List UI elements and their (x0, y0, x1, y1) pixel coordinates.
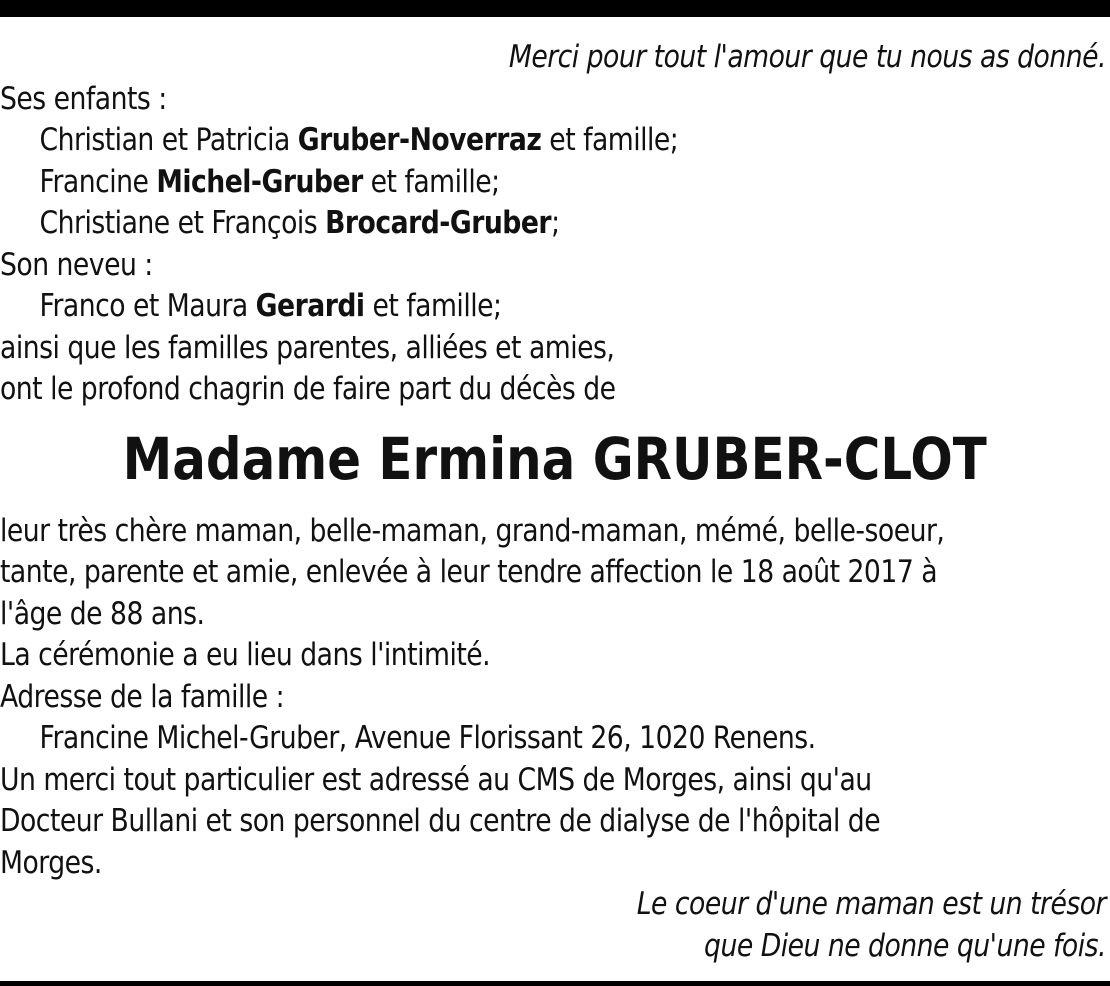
child-given-names: Francine (39, 163, 157, 200)
opening-quote: Merci pour tout l'amour que tu nous as donné. (508, 39, 1106, 75)
ceremony-line: La cérémonie a eu lieu dans l'intimité. (0, 637, 491, 673)
thanks-line: Morges. (0, 844, 102, 881)
obituary-notice (0, 37, 1109, 967)
announcement-line: ont le profond chagrin de faire part du décès de (0, 371, 616, 407)
nephew-heading: Son neveu : (0, 246, 153, 283)
bottom-border-rule (0, 981, 1110, 986)
child-surname: Michel-Gruber (156, 163, 363, 200)
description-line: tante, parente et amie, enlevée à leur tendre affection le 18 août 2017 à (0, 554, 938, 590)
description-line: l'âge de 88 ans. (0, 595, 205, 632)
child-suffix: et famille; (541, 122, 679, 158)
nephew-entry (0, 286, 1109, 328)
child-surname: Gruber-Noverraz (297, 122, 542, 158)
description-line: leur très chère maman, belle-maman, grand-maman, mémé, belle-soeur, (0, 512, 945, 549)
children-heading: Ses enfants : (0, 80, 167, 117)
address-heading: Adresse de la famille : (0, 678, 285, 715)
nephew-surname: Gerardi (255, 288, 365, 324)
child-entry (0, 162, 1109, 204)
child-entry (0, 203, 1109, 245)
deceased-name: Madame Ermina GRUBER-CLOT (122, 424, 987, 493)
thanks-line: Un merci tout particulier est adressé au CMS de Morges, ainsi qu'au (0, 761, 872, 798)
top-border-rule (0, 0, 1110, 17)
thanks-line: Docteur Bullani et son personnel du centre de dialyse de l'hôpital de (0, 803, 881, 839)
child-given-names: Christiane et François (39, 205, 326, 241)
child-entry (0, 120, 1109, 162)
nephew-given-names: Franco et Maura (39, 288, 256, 324)
child-suffix: ; (551, 205, 560, 241)
child-surname: Brocard-Gruber (325, 205, 552, 241)
closing-quote-line: que Dieu ne donne qu'une fois. (704, 927, 1106, 964)
child-suffix: et famille; (362, 163, 500, 200)
nephew-suffix: et famille; (364, 288, 502, 324)
closing-quote-line: Le coeur d'une maman est un trésor (636, 886, 1106, 922)
family-address: Francine Michel-Gruber, Avenue Florissant 26, 1020 Renens. (39, 720, 816, 756)
families-line: ainsi que les familles parentes, alliées et amies, (0, 329, 615, 366)
child-given-names: Christian et Patricia (39, 122, 298, 158)
